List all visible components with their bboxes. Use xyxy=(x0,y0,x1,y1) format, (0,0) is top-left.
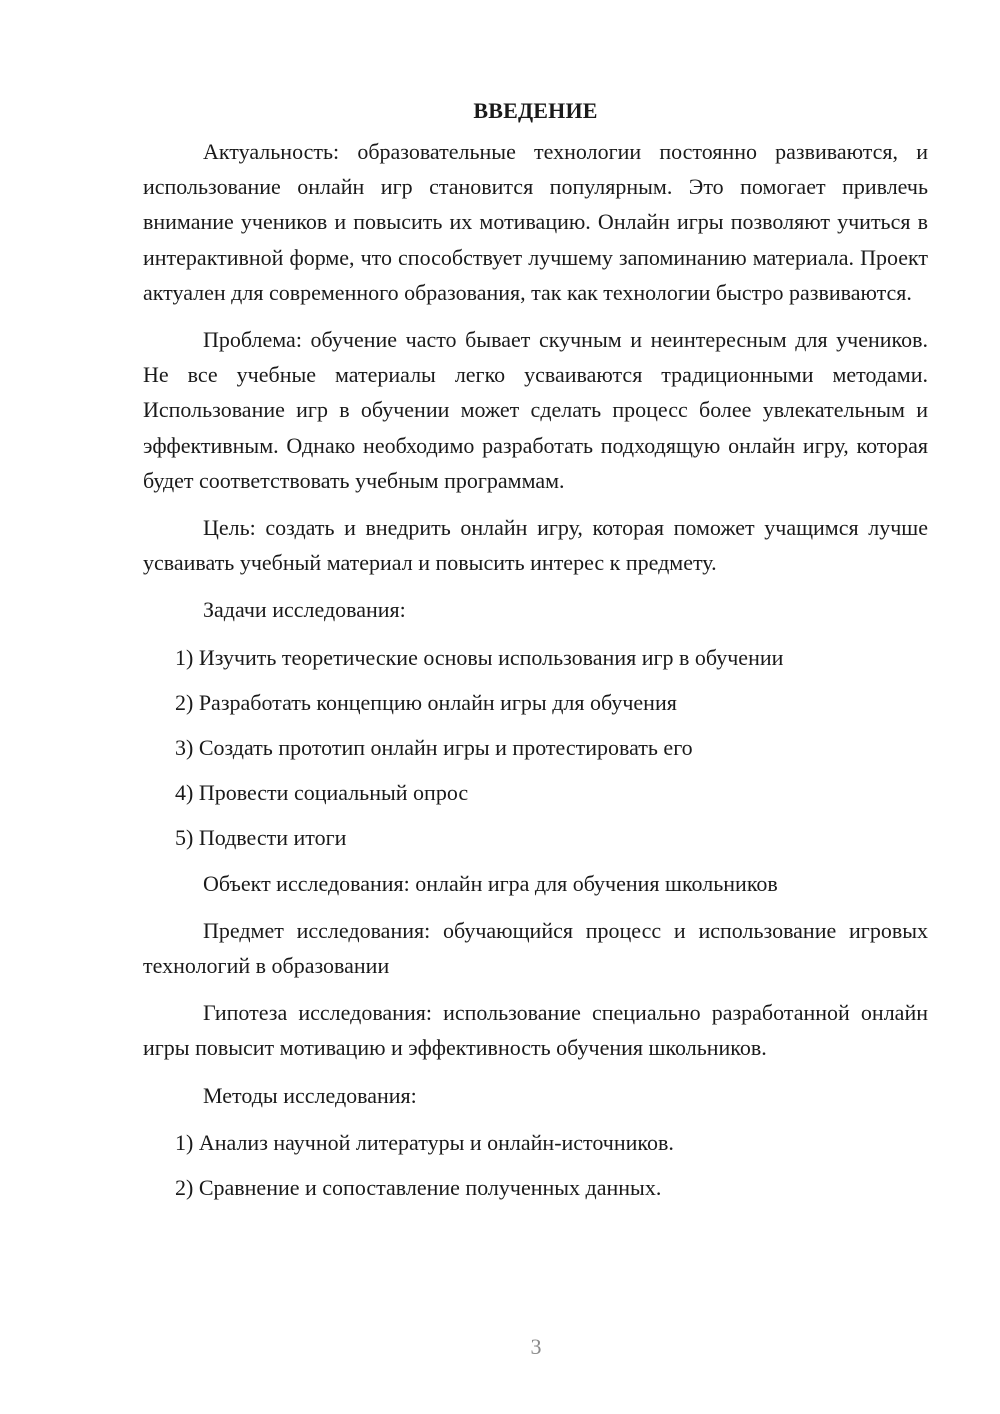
tasks-heading: Задачи исследования: xyxy=(203,597,406,623)
methods-heading: Методы исследования: xyxy=(203,1082,417,1108)
task-item-2: 2) Разработать концепцию онлайн игры для обучения xyxy=(175,689,677,715)
paragraph-object: Объект исследования: онлайн игра для обучения школьников xyxy=(203,870,778,896)
section-title: ВВЕДЕНИЕ xyxy=(473,98,598,123)
page-content xyxy=(143,94,928,1215)
paragraph-subject: Предмет исследования: обучающийся процесс и использование игровых технологий в образовании xyxy=(143,917,928,979)
task-item-4: 4) Провести социальный опрос xyxy=(175,780,469,806)
task-item-3: 3) Создать прототип онлайн игры и протестировать его xyxy=(175,735,693,761)
method-item-1: 1) Анализ научной литературы и онлайн-источников. xyxy=(175,1129,674,1155)
paragraph-relevance: Актуальность: образовательные технологии постоянно развиваются, и использование онлайн игр становится популярным. Это помогает привлечь внимание учеников и повысить их мотивацию. Онлайн игры позволяют учиться в интерактивной форме, что способствует лучшему запоминанию материала. Проект актуален для современного образования, так как технологии быстро развиваются. xyxy=(143,139,928,305)
page-number: 3 xyxy=(530,1334,542,1359)
task-item-5: 5) Подвести итоги xyxy=(175,825,347,851)
method-item-2: 2) Сравнение и сопоставление полученных данных. xyxy=(175,1175,662,1201)
paragraph-hypothesis: Гипотеза исследования: использование специально разработанной онлайн игры повысит мотивацию и эффективность обучения школьников. xyxy=(143,1000,928,1061)
paragraph-problem: Проблема: обучение часто бывает скучным и неинтересным для учеников. Не все учебные материалы легко усваиваются традиционными методами. Использование игр в обучении может сделать процесс более увлекательным и эффективным. Однако необходимо разработать подходящую онлайн игру, которая будет соответствовать учебным программам. xyxy=(143,327,928,493)
task-item-1: 1) Изучить теоретические основы использования игр в обучении xyxy=(175,644,784,670)
paragraph-goal: Цель: создать и внедрить онлайн игру, которая поможет учащимся лучше усваивать учебный материал и повысить интерес к предмету. xyxy=(143,515,928,576)
